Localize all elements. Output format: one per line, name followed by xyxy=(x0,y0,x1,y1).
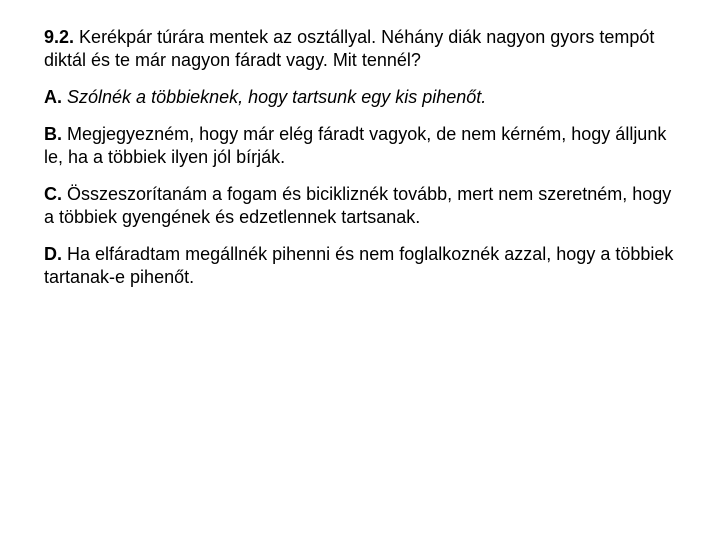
option-a xyxy=(44,86,684,109)
option-letter: D. xyxy=(44,244,62,264)
option-b xyxy=(44,123,684,169)
option-letter: A. xyxy=(44,87,62,107)
option-letter: B. xyxy=(44,124,62,144)
option-c xyxy=(44,183,684,229)
option-text: Ha elfáradtam megállnék pihenni és nem foglalkoznék azzal, hogy a többiek tartanak-e pihenőt. xyxy=(44,244,674,287)
question-text: Kerékpár túrára mentek az osztállyal. Néhány diák nagyon gyors tempót diktál és te már nagyon fáradt vagy. Mit tennél? xyxy=(44,27,655,70)
quiz-slide xyxy=(44,26,684,303)
question-number: 9.2. xyxy=(44,27,75,47)
option-text: Szólnék a többieknek, hogy tartsunk egy kis pihenőt. xyxy=(67,87,487,107)
option-d xyxy=(44,243,684,289)
option-text: Összeszorítanám a fogam és bicikliznék tovább, mert nem szeretném, hogy a többiek gyengének és edzetlennek tartsanak. xyxy=(44,184,672,227)
question xyxy=(44,26,684,72)
option-letter: C. xyxy=(44,184,62,204)
option-text: Megjegyezném, hogy már elég fáradt vagyok, de nem kérném, hogy álljunk le, ha a többiek ilyen jól bírják. xyxy=(44,124,667,167)
